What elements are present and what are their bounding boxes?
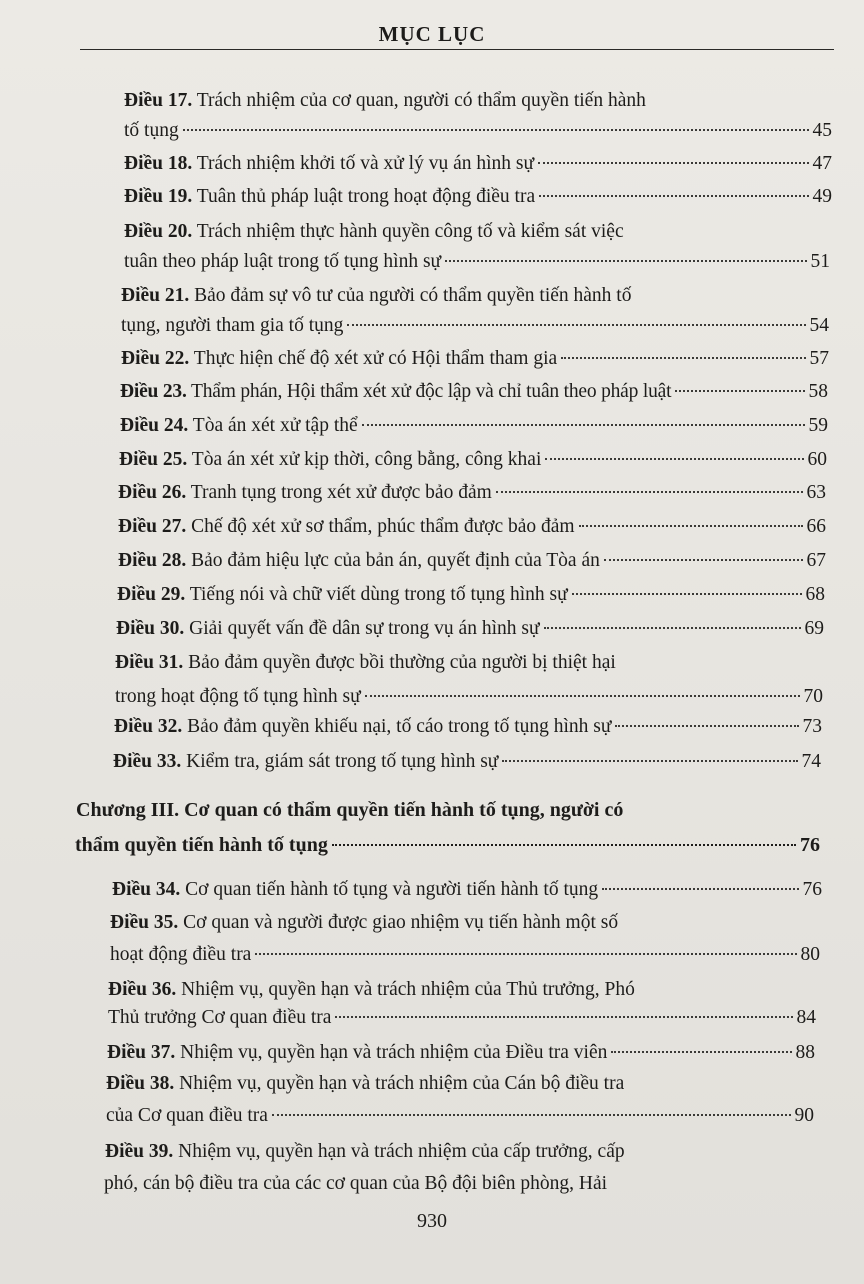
dot-leader bbox=[496, 491, 803, 493]
dot-leader bbox=[611, 1051, 791, 1053]
dot-leader bbox=[539, 195, 808, 197]
article-label: Điều 36. bbox=[108, 979, 177, 1000]
toc-entry-19 bbox=[124, 184, 832, 210]
toc-entry-39-line1 bbox=[105, 1139, 739, 1165]
toc-entry-20-line1 bbox=[124, 219, 756, 245]
article-title: Kiểm tra, giám sát trong tố tụng hình sự bbox=[186, 751, 499, 772]
dot-leader bbox=[675, 390, 804, 392]
article-label: Điều 27. bbox=[118, 516, 187, 537]
toc-entry-32 bbox=[114, 714, 822, 740]
article-label: Điều 29. bbox=[117, 584, 186, 605]
page-number: 63 bbox=[806, 482, 826, 503]
article-title: Bảo đảm quyền khiếu nại, tố cáo trong tố tụng hình sự bbox=[187, 716, 612, 737]
article-label: Điều 20. bbox=[124, 221, 193, 242]
article-title: Nhiệm vụ, quyền hạn và trách nhiệm của Cán bộ điều tra bbox=[179, 1073, 625, 1094]
article-title-cont: hoạt động điều tra bbox=[110, 944, 252, 965]
dot-leader bbox=[615, 725, 798, 727]
article-label: Điều 33. bbox=[113, 751, 182, 772]
article-label: Điều 17. bbox=[124, 90, 193, 111]
dot-leader bbox=[579, 525, 803, 527]
article-title: Trách nhiệm thực hành quyền công tố và kiểm sát việc bbox=[196, 221, 624, 242]
toc-entry-23 bbox=[120, 379, 828, 405]
chapter-heading-line1 bbox=[76, 797, 786, 823]
page-number: 60 bbox=[807, 449, 827, 470]
dot-leader bbox=[545, 458, 803, 460]
toc-entry-27 bbox=[118, 514, 826, 540]
article-label: Điều 25. bbox=[119, 449, 188, 470]
toc-entry-35-line2 bbox=[110, 942, 820, 968]
article-title: Bảo đảm hiệu lực của bản án, quyết định của Tòa án bbox=[191, 550, 600, 571]
page-number: 58 bbox=[808, 381, 828, 402]
article-title: Thực hiện chế độ xét xử có Hội thẩm tham gia bbox=[193, 348, 558, 369]
article-title-cont: Thủ trưởng Cơ quan điều tra bbox=[108, 1007, 332, 1028]
toc-entry-39-line2 bbox=[104, 1171, 738, 1197]
toc-entry-17-line1 bbox=[124, 88, 756, 114]
article-label: Điều 22. bbox=[121, 348, 190, 369]
dot-leader bbox=[538, 162, 808, 164]
page-number: 67 bbox=[806, 550, 826, 571]
article-title: Tiếng nói và chữ viết dùng trong tố tụng hình sự bbox=[189, 584, 568, 605]
chapter-title-cont: thẩm quyền tiến hành tố tụng bbox=[75, 834, 328, 856]
article-label: Điều 39. bbox=[105, 1141, 174, 1162]
article-title: Tòa án xét xử kịp thời, công bằng, công khai bbox=[191, 449, 542, 470]
article-title: Tranh tụng trong xét xử được bảo đảm bbox=[190, 482, 492, 503]
article-label: Điều 18. bbox=[124, 153, 193, 174]
toc-entry-31-line1 bbox=[115, 650, 749, 676]
page-number: 45 bbox=[812, 120, 832, 141]
article-label: Điều 24. bbox=[120, 415, 189, 436]
article-title: Cơ quan và người được giao nhiệm vụ tiến hành một số bbox=[183, 912, 619, 933]
article-label: Điều 38. bbox=[106, 1073, 175, 1094]
article-title-cont: tố tụng bbox=[124, 120, 179, 141]
article-title-cont: tuân theo pháp luật trong tố tụng hình sự bbox=[124, 251, 442, 272]
article-label: Điều 30. bbox=[116, 618, 185, 639]
toc-entry-26 bbox=[118, 480, 826, 506]
toc-entry-21-line1 bbox=[121, 283, 753, 309]
article-title: Nhiệm vụ, quyền hạn và trách nhiệm của Thủ trưởng, Phó bbox=[181, 979, 635, 1000]
toc-entry-38-line2 bbox=[106, 1103, 814, 1129]
article-label: Điều 23. bbox=[120, 381, 187, 402]
page-number: 70 bbox=[803, 686, 823, 707]
toc-entry-28 bbox=[118, 548, 826, 574]
page-number: 88 bbox=[795, 1042, 815, 1063]
dot-leader bbox=[335, 1016, 792, 1018]
dot-leader bbox=[272, 1114, 791, 1116]
toc-entry-18 bbox=[124, 151, 832, 177]
article-title-cont: trong hoạt động tố tụng hình sự bbox=[115, 686, 361, 707]
toc-entry-35-line1 bbox=[110, 910, 746, 936]
page-number: 54 bbox=[809, 315, 829, 336]
article-title: Giải quyết vấn đề dân sự trong vụ án hình sự bbox=[189, 618, 540, 639]
article-label: Điều 34. bbox=[112, 879, 181, 900]
page-number: 66 bbox=[806, 516, 826, 537]
dot-leader bbox=[362, 424, 805, 426]
article-label: Điều 32. bbox=[114, 716, 183, 737]
dot-leader bbox=[365, 695, 800, 697]
toc-entry-22 bbox=[121, 346, 829, 372]
toc-entry-21-line2 bbox=[121, 313, 829, 339]
dot-leader bbox=[332, 844, 796, 846]
toc-entry-20-line2 bbox=[124, 249, 830, 275]
page-number: 68 bbox=[805, 584, 825, 605]
article-label: Điều 28. bbox=[118, 550, 187, 571]
toc-entry-36-line1 bbox=[108, 977, 742, 1003]
dot-leader bbox=[255, 953, 796, 955]
page-number: 73 bbox=[802, 716, 822, 737]
toc-entry-38-line1 bbox=[106, 1071, 740, 1097]
toc-entry-37 bbox=[107, 1040, 815, 1066]
toc-entry-33 bbox=[113, 749, 821, 775]
article-title: Trách nhiệm khởi tố và xử lý vụ án hình sự bbox=[196, 153, 535, 174]
dot-leader bbox=[602, 888, 798, 890]
page-number: 80 bbox=[800, 944, 820, 965]
article-title: Nhiệm vụ, quyền hạn và trách nhiệm của cấp trưởng, cấp bbox=[178, 1141, 625, 1162]
page-number: 49 bbox=[812, 186, 832, 207]
article-title-cont: phó, cán bộ điều tra của các cơ quan của Bộ đội biên phòng, Hải bbox=[104, 1173, 608, 1194]
article-title: Bảo đảm quyền được bồi thường của người bị thiệt hại bbox=[188, 652, 616, 673]
page-number: 76 bbox=[802, 879, 822, 900]
dot-leader bbox=[445, 260, 806, 262]
page-number: 57 bbox=[809, 348, 829, 369]
article-title-cont: của Cơ quan điều tra bbox=[106, 1105, 268, 1126]
toc-entry-25 bbox=[119, 447, 827, 473]
toc-entry-24 bbox=[120, 413, 828, 439]
article-label: Điều 26. bbox=[118, 482, 187, 503]
toc-entry-17-line2 bbox=[124, 118, 832, 144]
article-title: Bảo đảm sự vô tư của người có thẩm quyền tiến hành tố bbox=[194, 285, 632, 306]
toc-entry-36-line2 bbox=[108, 1005, 816, 1031]
article-title: Trách nhiệm của cơ quan, người có thẩm quyền tiến hành bbox=[196, 90, 646, 111]
page-number: 59 bbox=[808, 415, 828, 436]
article-label: Điều 21. bbox=[121, 285, 190, 306]
chapter-heading-line2 bbox=[75, 832, 820, 858]
page-number: 69 bbox=[804, 618, 824, 639]
article-label: Điều 37. bbox=[107, 1042, 176, 1063]
dot-leader bbox=[604, 559, 803, 561]
article-title: Thẩm phán, Hội thẩm xét xử độc lập và chỉ tuân theo pháp luật bbox=[190, 381, 672, 402]
dot-leader bbox=[572, 593, 802, 595]
dot-leader bbox=[183, 129, 809, 131]
page-number: 84 bbox=[796, 1007, 816, 1028]
dot-leader bbox=[502, 760, 797, 762]
page-title: MỤC LỤC bbox=[378, 22, 486, 46]
toc-entry-31-line2 bbox=[115, 684, 823, 710]
article-label: Điều 19. bbox=[124, 186, 193, 207]
article-title: Tòa án xét xử tập thể bbox=[192, 415, 358, 436]
article-title: Tuân thủ pháp luật trong hoạt động điều tra bbox=[196, 186, 536, 207]
article-title: Cơ quan tiến hành tố tụng và người tiến hành tố tụng bbox=[185, 879, 599, 900]
page-number: 90 bbox=[794, 1105, 814, 1126]
toc-entry-34 bbox=[112, 877, 822, 903]
page-number-footer: 930 bbox=[417, 1210, 447, 1232]
page-number: 47 bbox=[812, 153, 832, 174]
article-title: Nhiệm vụ, quyền hạn và trách nhiệm của Điều tra viên bbox=[180, 1042, 608, 1063]
article-title: Chế độ xét xử sơ thẩm, phúc thẩm được bảo đảm bbox=[191, 516, 575, 537]
toc-entry-30 bbox=[116, 616, 824, 642]
page-number: 76 bbox=[800, 834, 820, 856]
chapter-title: Chương III. Cơ quan có thẩm quyền tiến hành tố tụng, người có bbox=[76, 799, 624, 821]
dot-leader bbox=[561, 357, 805, 359]
toc-entry-29 bbox=[117, 582, 825, 608]
dot-leader bbox=[544, 627, 801, 629]
article-label: Điều 31. bbox=[115, 652, 184, 673]
dot-leader bbox=[347, 324, 805, 326]
article-label: Điều 35. bbox=[110, 912, 179, 933]
page-number: 51 bbox=[810, 251, 830, 272]
page-number: 74 bbox=[801, 751, 821, 772]
article-title-cont: tụng, người tham gia tố tụng bbox=[121, 315, 344, 336]
